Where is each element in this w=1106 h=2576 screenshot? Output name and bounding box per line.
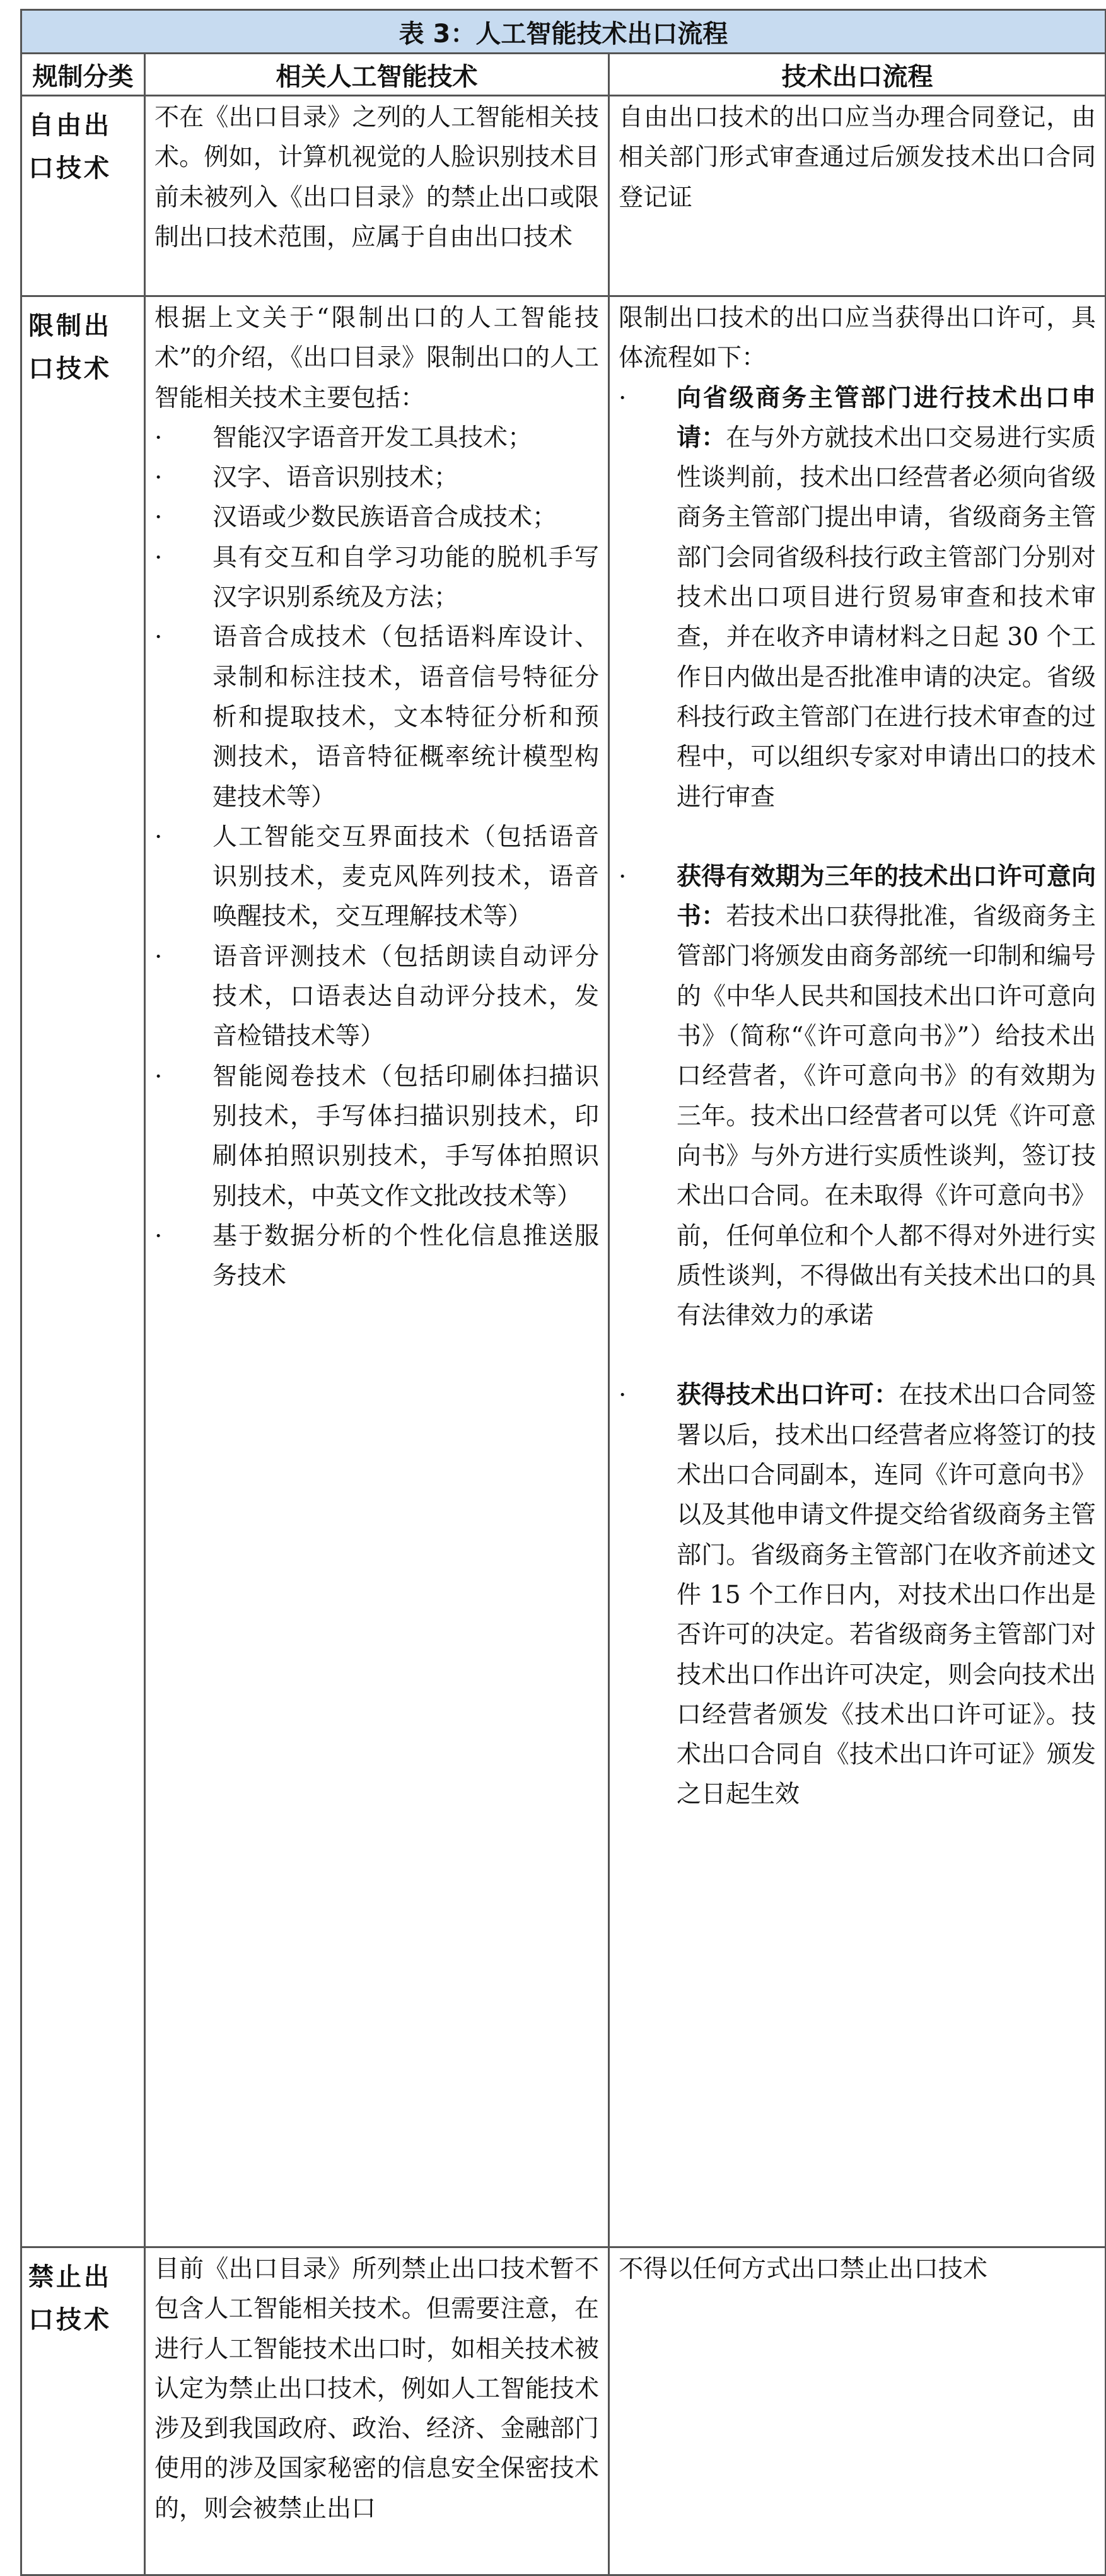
table-row [21, 296, 1106, 2247]
list-item-text: 具有交互和自学习功能的脱机手写汉字识别系统及方法； [212, 543, 599, 612]
bullet-icon: · [154, 942, 163, 971]
tech-text: 目前《出口目录》所列禁止出口技术暂不包含人工智能相关技术。但需要注意，在进行人工智能技术出口时，如相关技术被认定为禁止出口技术，例如人工智能技术涉及到我国政府、政治、经济、金融部门使用的涉及国家秘密的信息安全保密技术的，则会被禁止出口 [154, 2255, 599, 2523]
list-item [154, 418, 599, 458]
tech-free-export [145, 96, 609, 296]
tech-list [154, 418, 599, 1297]
list-item [154, 1057, 599, 1216]
table-caption: 表 3：人工智能技术出口流程 [21, 10, 1106, 54]
process-restricted-export [609, 296, 1106, 2247]
process-text: 自由出口技术的出口应当办理合同登记，由相关部门形式审查通过后颁发技术出口合同登记证 [619, 103, 1097, 212]
bullet-icon: · [154, 1221, 163, 1250]
header-category: 规制分类 [21, 54, 145, 96]
list-item [154, 458, 599, 498]
step-title: 获得有效期为三年的技术出口许可意向书： [677, 862, 1097, 931]
bullet-icon: · [154, 423, 163, 452]
step-text: 在与外方就技术出口交易进行实质性谈判前，技术出口经营者必须向省级商务主管部门提出申请，省级商务主管部门会同省级科技行政主管部门分别对技术出口项目进行贸易审查和技术审查，并在收齐申请材料之日起 30 个工作日内做出是否批准申请的决定。省级科技行政主管部门在进行技术审查的过程中，可以组织专家对申请出口的技术进行审查 [677, 423, 1097, 812]
bullet-icon: · [154, 463, 163, 492]
list-spacer [619, 1336, 1096, 1375]
list-item [619, 378, 1096, 817]
bullet-icon: · [154, 623, 163, 652]
process-text: 不得以任何方式出口禁止出口技术 [619, 2255, 988, 2283]
list-item [154, 498, 599, 537]
export-process-table [20, 9, 1106, 2576]
bullet-icon: · [619, 1381, 627, 1410]
header-export-process: 技术出口流程 [609, 54, 1106, 96]
bullet-icon: · [154, 822, 163, 851]
step-title: 向省级商务主管部门进行技术出口申请： [677, 383, 1097, 452]
header-related-tech: 相关人工智能技术 [145, 54, 609, 96]
tech-text: 不在《出口目录》之列的人工智能相关技术。例如，计算机视觉的人脸识别技术目前未被列入《出口目录》的禁止出口或限制出口技术范围，应属于自由出口技术 [154, 103, 599, 252]
bullet-icon: · [619, 383, 627, 412]
tech-intro: 根据上文关于“限制出口的人工智能技术”的介绍，《出口目录》限制出口的人工智能相关技术主要包括： [154, 304, 599, 412]
step-text: 若技术出口获得批准，省级商务主管部门将颁发由商务部统一印制和编号的《中华人民共和国技术出口许可意向书》（简称“《许可意向书》”）给技术出口经营者，《许可意向书》的有效期为三年。技术出口经营者可以凭《许可意向书》与外方进行实质性谈判，签订技术出口合同。在未取得《许可意向书》前，任何单位和个人都不得对外进行实质性谈判，不得做出有关技术出口的具有法律效力的承诺 [677, 902, 1097, 1331]
tech-prohibited-export [145, 2247, 609, 2575]
process-list [619, 378, 1096, 1815]
list-item [154, 817, 599, 937]
list-item-text: 基于数据分析的个性化信息推送服务技术 [212, 1221, 599, 1291]
list-item-text: 智能汉字语音开发工具技术； [212, 423, 533, 452]
bullet-icon: · [619, 862, 627, 891]
list-item [619, 1375, 1096, 1814]
list-item [154, 538, 599, 618]
list-item [619, 857, 1096, 1336]
list-item-text: 汉语或少数民族语音合成技术； [212, 503, 557, 532]
category-restricted-export: 限制出口技术 [21, 296, 145, 2247]
list-item [154, 1216, 599, 1297]
category-free-export: 自由出口技术 [21, 96, 145, 296]
list-item-text: 智能阅卷技术（包括印刷体扫描识别技术，手写体扫描识别技术，印刷体拍照识别技术，手写体拍照识别技术，中英文作文批改技术等） [212, 1062, 599, 1211]
step-title: 获得技术出口许可： [677, 1381, 899, 1410]
list-item-text: 汉字、语音识别技术； [212, 463, 459, 492]
category-prohibited-export: 禁止出口技术 [21, 2247, 145, 2575]
bullet-icon: · [154, 503, 163, 532]
list-item-text: 人工智能交互界面技术（包括语音识别技术，麦克风阵列技术，语音唤醒技术，交互理解技术等） [212, 822, 599, 931]
list-spacer [619, 817, 1096, 857]
list-item [154, 617, 599, 817]
table-row [21, 96, 1106, 296]
bullet-icon: · [154, 1062, 163, 1091]
list-item-text: 语音评测技术（包括朗读自动评分技术，口语表达自动评分技术，发音检错技术等） [212, 942, 599, 1051]
process-prohibited-export [609, 2247, 1106, 2575]
process-intro: 限制出口技术的出口应当获得出口许可，具体流程如下： [619, 304, 1097, 373]
bullet-icon: · [154, 543, 163, 572]
list-item [154, 937, 599, 1057]
process-free-export [609, 96, 1106, 296]
step-text: 在技术出口合同签署以后，技术出口经营者应将签订的技术出口合同副本，连同《许可意向书》以及其他申请文件提交给省级商务主管部门。省级商务主管部门在收齐前述文件 15 个工作日内，对技术出口作出是否许可的决定。若省级商务主管部门对技术出口作出许可决定，则会向技术出口经营者颁发《技术出口许可证》。技术出口合同自《技术出口许可证》颁发之日起生效 [677, 1381, 1097, 1809]
table-row [21, 2247, 1106, 2575]
list-item-text: 语音合成技术（包括语料库设计、录制和标注技术，语音信号特征分析和提取技术，文本特征分析和预测技术，语音特征概率统计模型构建技术等） [212, 623, 599, 812]
tech-restricted-export [145, 296, 609, 2247]
